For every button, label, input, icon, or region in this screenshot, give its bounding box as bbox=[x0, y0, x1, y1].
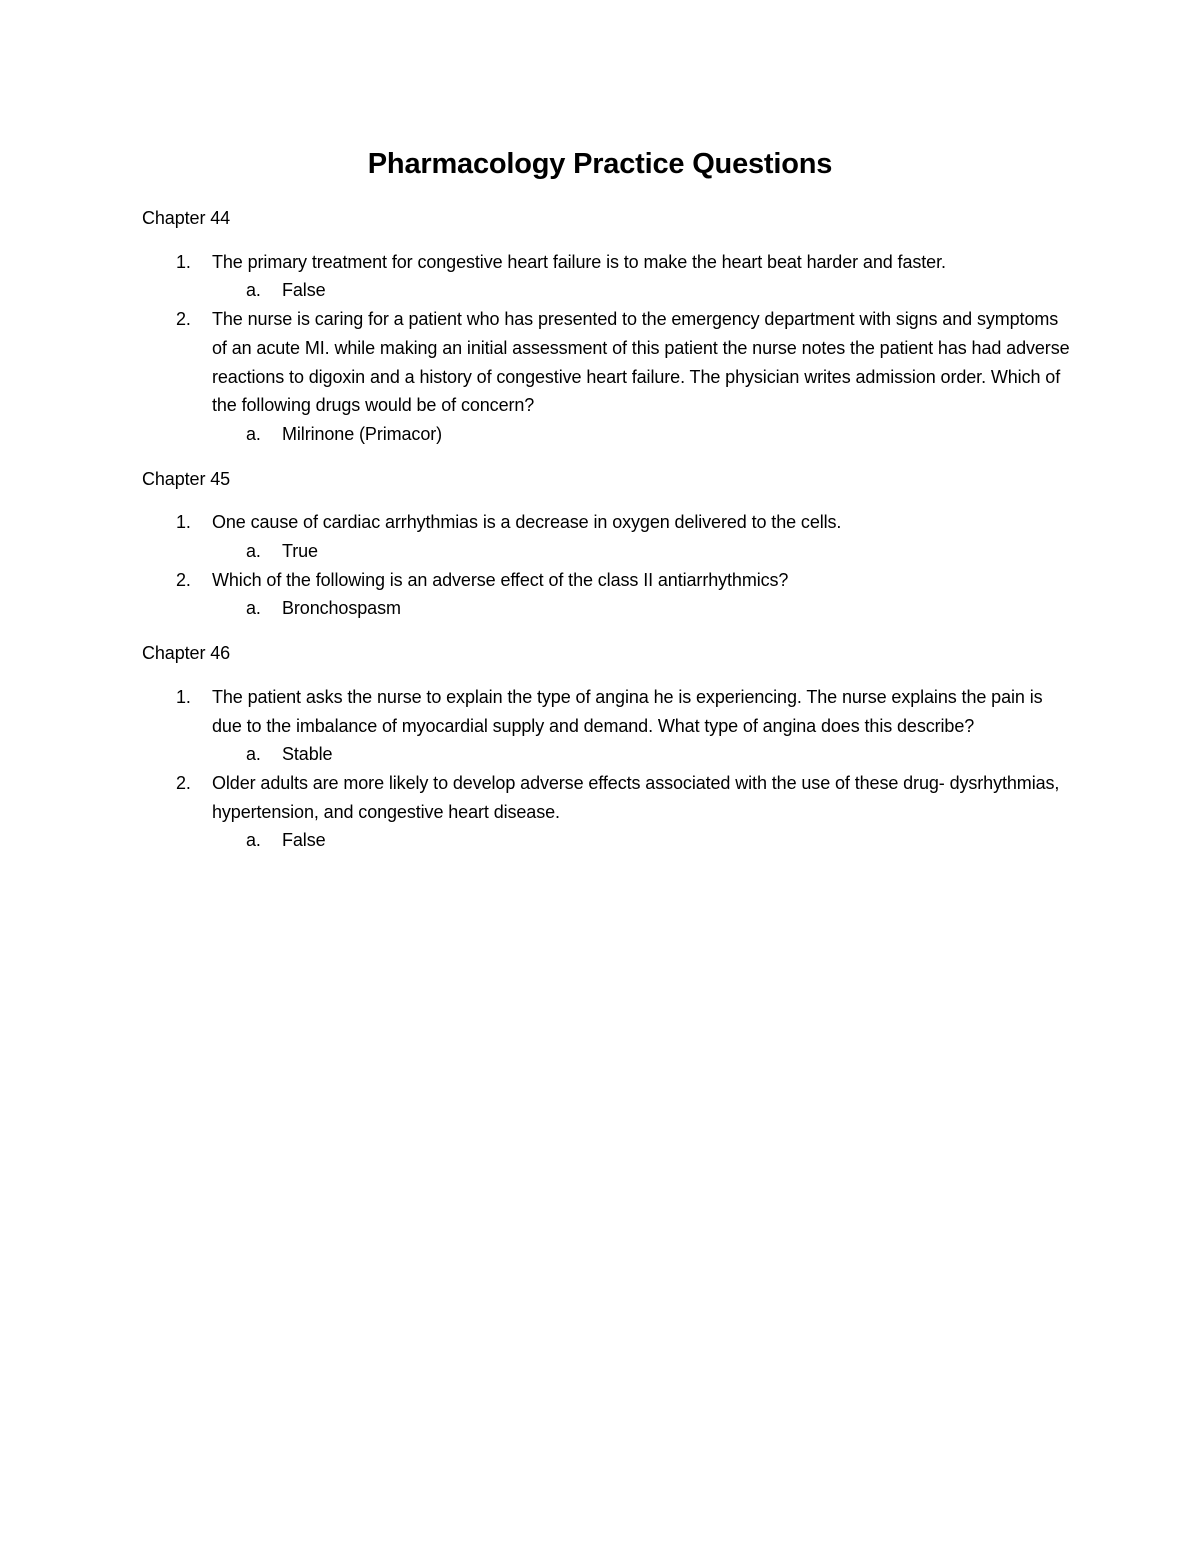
answer-text: Bronchospasm bbox=[282, 598, 401, 619]
chapter-heading: Chapter 44 bbox=[142, 208, 231, 228]
answer-text: True bbox=[282, 541, 318, 561]
answer-letter: a. bbox=[246, 830, 261, 851]
question-number: 1. bbox=[176, 686, 191, 707]
answer-list bbox=[212, 537, 1072, 566]
answer-text: False bbox=[282, 280, 326, 301]
question-number: 1. bbox=[176, 512, 191, 533]
answer-list bbox=[212, 594, 1072, 623]
question-number: 2. bbox=[176, 309, 191, 330]
answer-text: False bbox=[282, 830, 326, 851]
question-text: The nurse is caring for a patient who has presented to the emergency department with signs and symptoms of an acute MI. while making an initial assessment of this patient the nurse notes the patient has had adverse reactions to digoxin and a history of congestive heart failure. The physician writes admission order. Which of the following drugs would be of concern? bbox=[212, 309, 1070, 416]
answer-item bbox=[212, 826, 1072, 855]
question-text: The primary treatment for congestive heart failure is to make the heart beat harder and faster. bbox=[212, 251, 946, 272]
question-text: Older adults are more likely to develop adverse effects associated with the use of these drug- dysrhythmias, hypertension, and congestive heart disease. bbox=[212, 772, 1060, 822]
answer-letter: a. bbox=[246, 423, 261, 444]
answer-item bbox=[212, 420, 1072, 449]
answer-item bbox=[212, 537, 1072, 566]
answer-list bbox=[212, 740, 1072, 769]
question-item bbox=[142, 566, 1072, 623]
answer-item bbox=[212, 276, 1072, 305]
question-number: 1. bbox=[176, 251, 191, 272]
answer-list bbox=[212, 826, 1072, 855]
document-title: Pharmacology Practice Questions bbox=[367, 148, 833, 180]
chapter-heading: Chapter 45 bbox=[142, 468, 231, 489]
question-list bbox=[142, 248, 1072, 449]
question-text: The patient asks the nurse to explain the type of angina he is experiencing. The nurse explains the pain is due to the imbalance of myocardial supply and demand. What type of angina does this describe? bbox=[212, 686, 1043, 736]
question-text: One cause of cardiac arrhythmias is a decrease in oxygen delivered to the cells. bbox=[212, 512, 842, 533]
answer-text: Milrinone (Primacor) bbox=[282, 423, 443, 444]
question-item bbox=[142, 305, 1072, 449]
answer-text: Stable bbox=[282, 744, 333, 765]
answer-letter: a. bbox=[246, 598, 261, 619]
answer-list bbox=[212, 420, 1072, 449]
question-number: 2. bbox=[176, 772, 191, 793]
answer-letter: a. bbox=[246, 541, 261, 561]
question-list bbox=[142, 508, 1072, 623]
question-number: 2. bbox=[176, 569, 191, 590]
chapter-section bbox=[142, 204, 1072, 449]
chapter-section bbox=[142, 639, 1072, 855]
question-item bbox=[142, 769, 1072, 855]
chapter-heading: Chapter 46 bbox=[142, 643, 231, 664]
answer-item bbox=[212, 740, 1072, 769]
question-item bbox=[142, 248, 1072, 305]
question-list bbox=[142, 683, 1072, 855]
answer-list bbox=[212, 276, 1072, 305]
question-text: Which of the following is an adverse effect of the class II antiarrhythmics? bbox=[212, 569, 789, 590]
document-body bbox=[142, 204, 1072, 871]
chapter-section bbox=[142, 465, 1072, 624]
question-item bbox=[142, 508, 1072, 565]
answer-letter: a. bbox=[246, 744, 261, 765]
answer-letter: a. bbox=[246, 280, 261, 301]
answer-item bbox=[212, 594, 1072, 623]
question-item bbox=[142, 683, 1072, 769]
